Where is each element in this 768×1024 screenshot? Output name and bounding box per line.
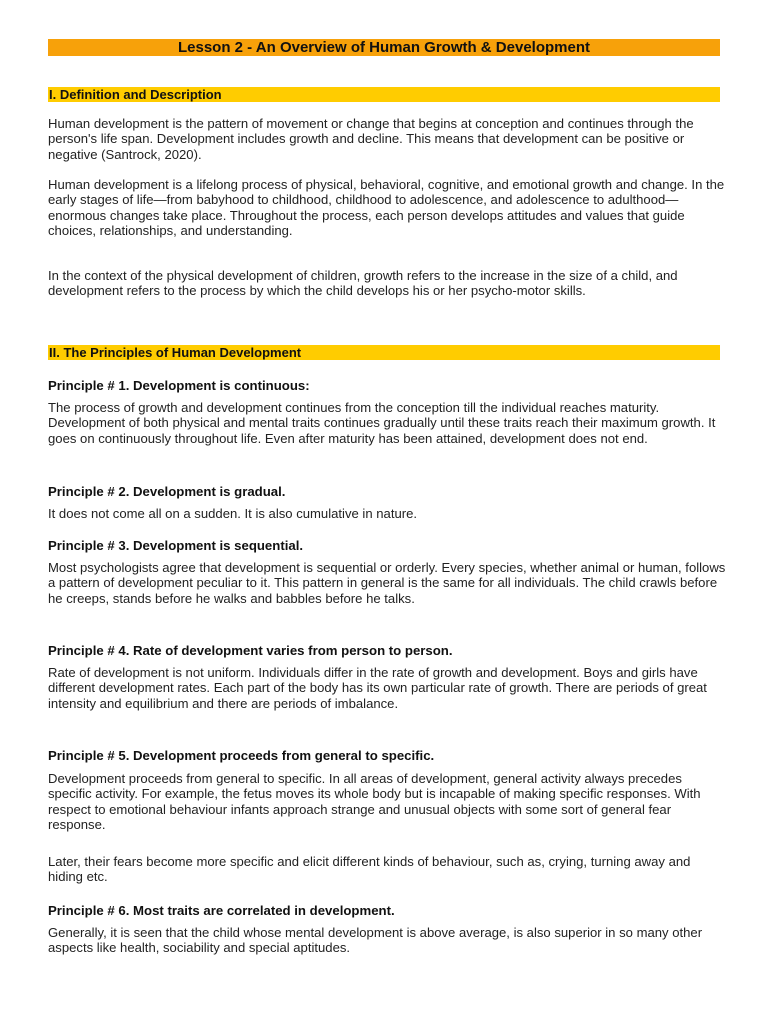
principle-6-title: Principle # 6. Most traits are correlated in development.	[48, 903, 395, 918]
principle-6-text: Generally, it is seen that the child whose mental development is above average, is also superior in so many other aspects like health, sociability and special aptitudes.	[48, 925, 703, 956]
principle-4-text: Rate of development is not uniform. Individuals differ in the rate of growth and development. Boys and girls have different development rates. Each part of the body has its own particular rate of growth. There are periods of great intensity and equilibrium and there are periods of imbalance.	[48, 665, 707, 711]
principle-1-text: The process of growth and development continues from the conception till the individual reaches maturity. Development of both physical and mental traits continues gradually until these traits reach their maximum growth. It goes on continuously throughout life. Even after maturity has been attained, development does not end.	[48, 400, 716, 446]
principle-5-text-continued: Later, their fears become more specific and elicit different kinds of behaviour, such as, crying, turning away and hiding etc.	[48, 854, 691, 885]
principle-1-title: Principle # 1. Development is continuous:	[48, 378, 310, 393]
principle-2-title: Principle # 2. Development is gradual.	[48, 484, 286, 499]
section-heading-principles: II. The Principles of Human Development	[48, 345, 720, 360]
definition-paragraph-2: Human development is a lifelong process of physical, behavioral, cognitive, and emotional growth and change. In the early stages of life—from babyhood to childhood, childhood to adolescence, and adolescence to adulthood—enormous changes take place. Throughout the process, each person develops attitudes and values that guide choices, relationships, and understanding.	[48, 177, 725, 238]
section-heading-definition: I. Definition and Description	[48, 87, 720, 102]
principle-5-title: Principle # 5. Development proceeds from general to specific.	[48, 748, 435, 763]
principle-3-text: Most psychologists agree that development is sequential or orderly. Every species, whether animal or human, follows a pattern of development peculiar to it. This pattern in general is the same for all individuals. The child crawls before he creeps, stands before he walks and babbles before he talks.	[48, 560, 726, 606]
definition-paragraph-3: In the context of the physical development of children, growth refers to the increase in the size of a child, and development refers to the process by which the child develops his or her psycho-motor skills.	[48, 268, 678, 299]
principle-5-text: Development proceeds from general to specific. In all areas of development, general activity always precedes specific activity. For example, the fetus moves its whole body but is incapable of making specific responses. With respect to emotional behaviour infants approach strange and unusual objects with some sort of general fear response.	[48, 771, 701, 832]
principle-2-text: It does not come all on a sudden. It is also cumulative in nature.	[48, 506, 418, 521]
principle-3-title: Principle # 3. Development is sequential.	[48, 538, 304, 553]
lesson-title: Lesson 2 - An Overview of Human Growth & Development	[48, 39, 720, 56]
principle-4-title: Principle # 4. Rate of development varies from person to person.	[48, 643, 453, 658]
definition-paragraph-1: Human development is the pattern of movement or change that begins at conception and continues through the person's life span. Development includes growth and decline. This means that development can be positive or negative (Santrock, 2020).	[48, 116, 694, 162]
